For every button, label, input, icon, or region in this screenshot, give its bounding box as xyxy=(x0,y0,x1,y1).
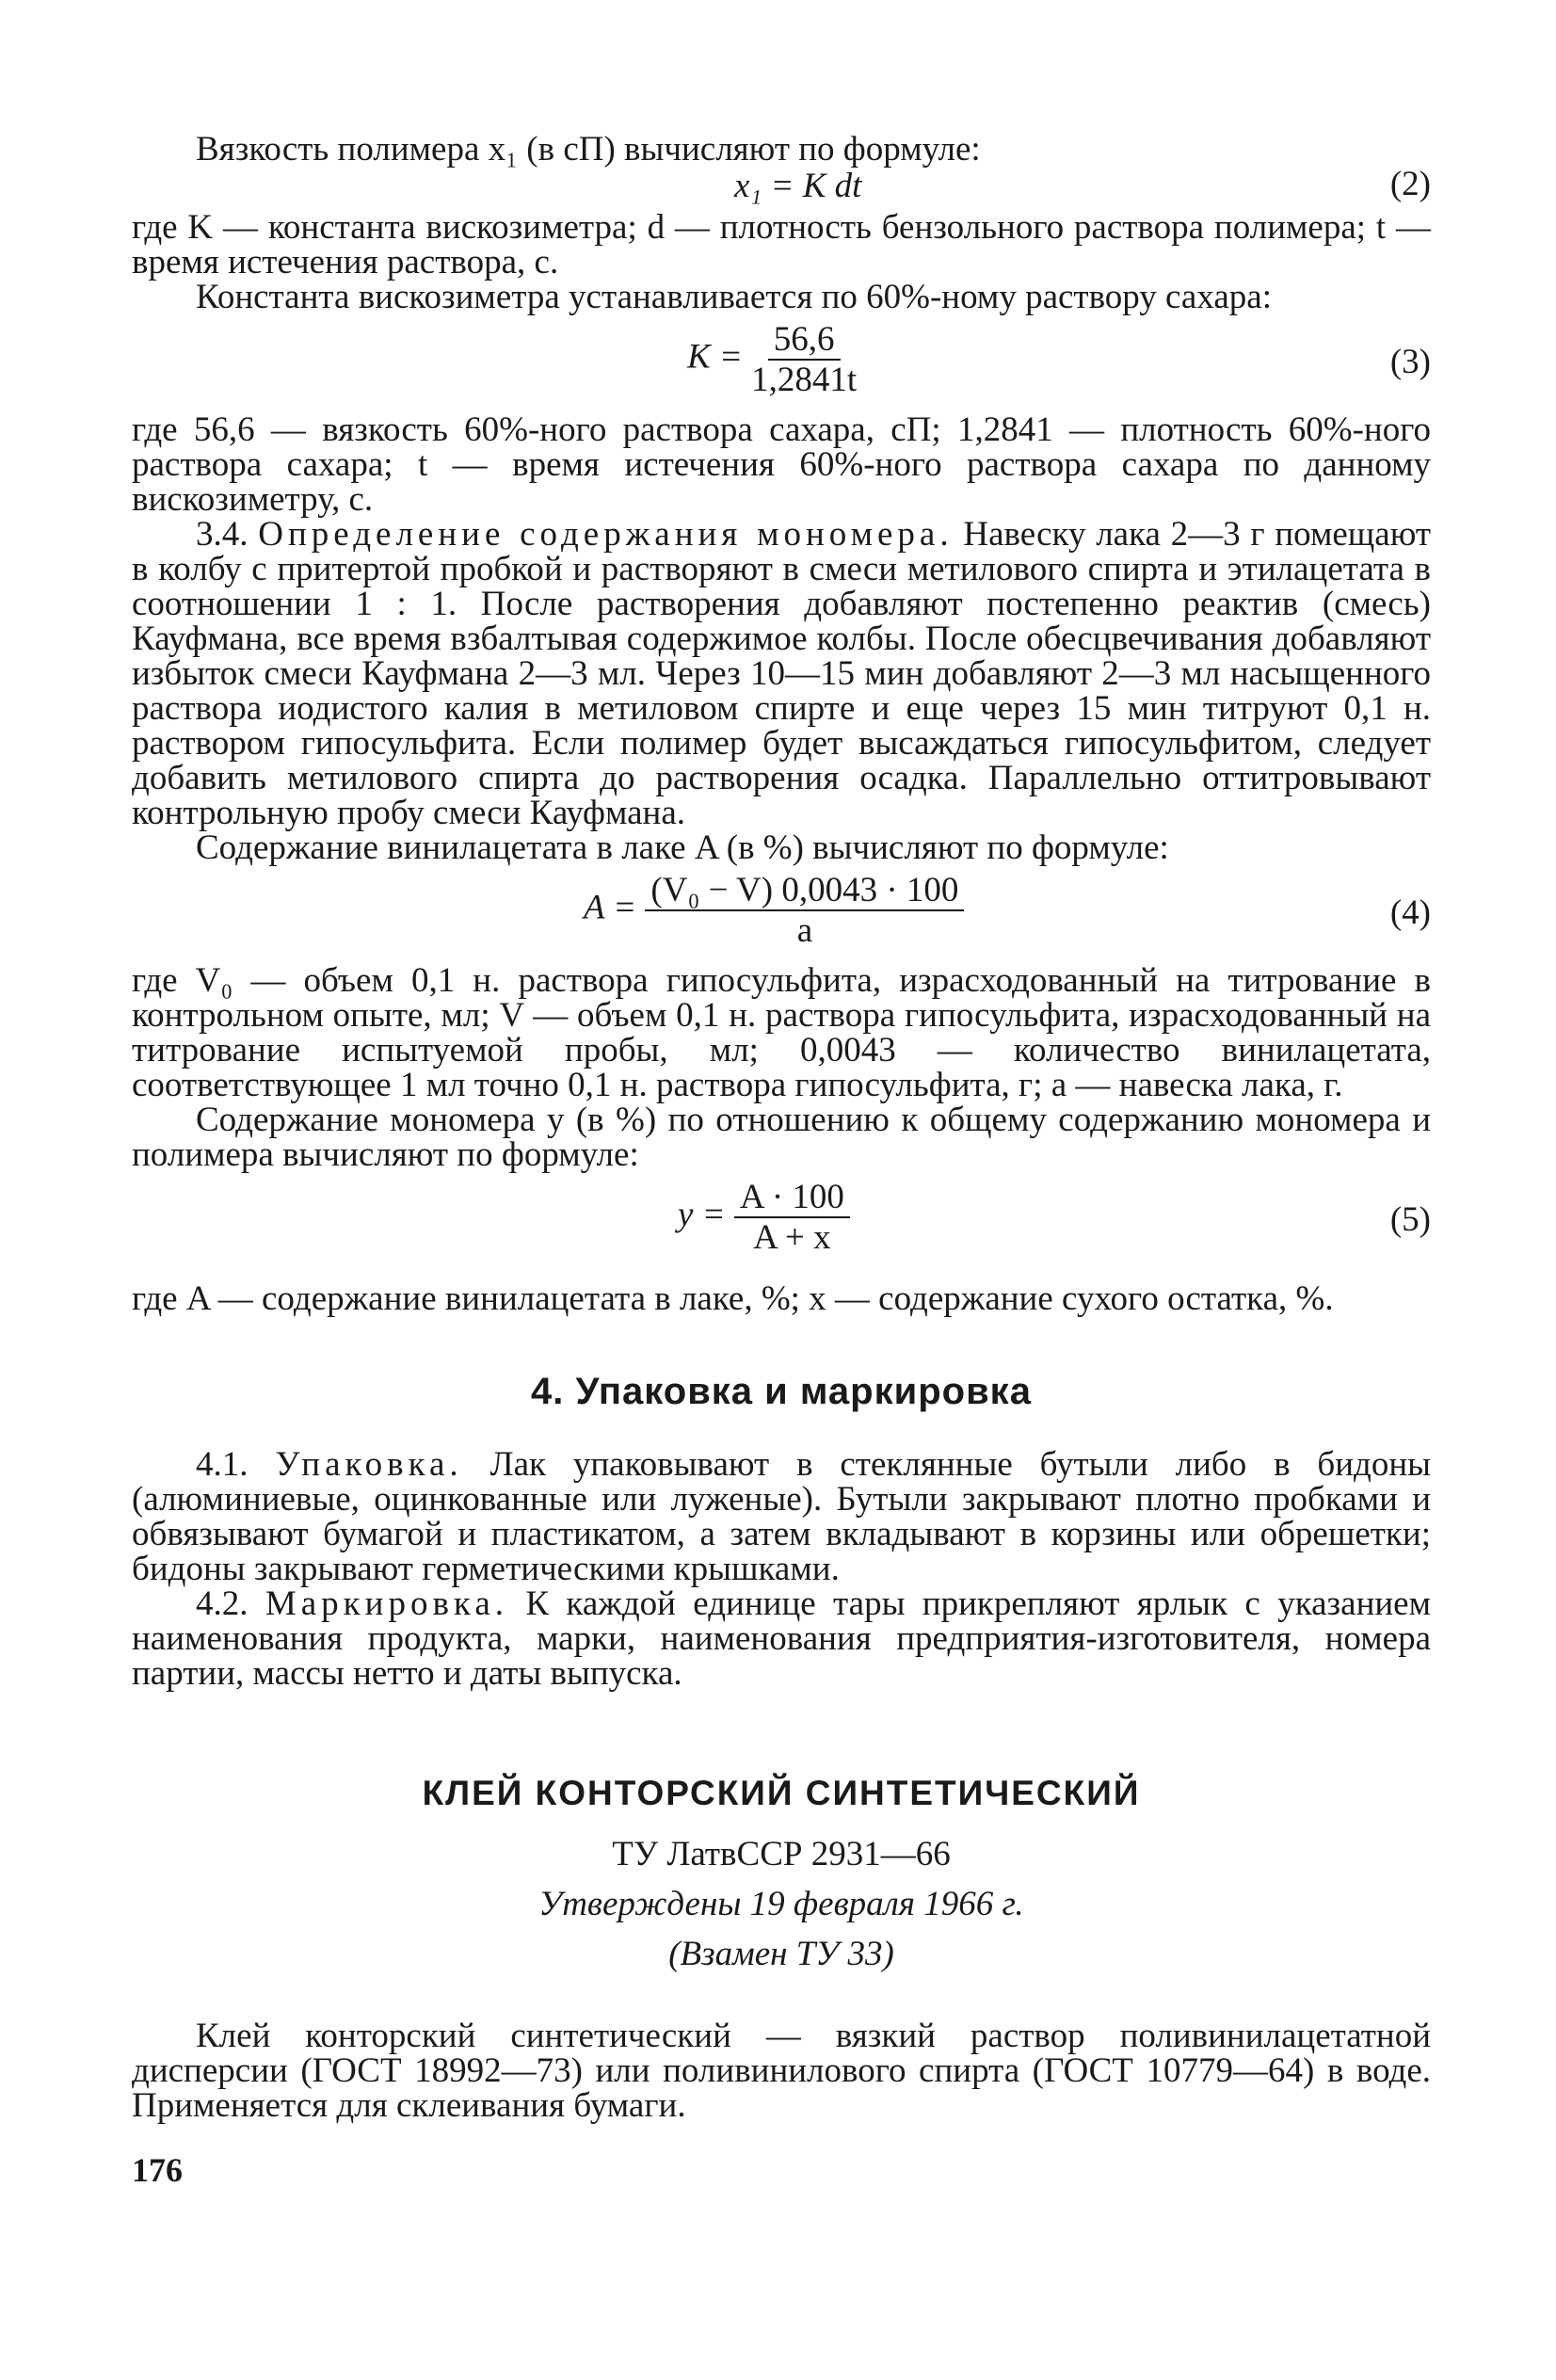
formula-4-numerator: (V₀ − V) 0,0043 · 100 xyxy=(645,873,964,911)
section-4-2-text: К каждой единице тары прикрепляют ярлык с указанием наименования продукта, марки, наименования предприятия-изготовителя, номера партии, массы нетто и даты выпуска. xyxy=(132,1584,1432,1693)
section-4-1 xyxy=(132,1447,1431,1586)
product-description: Клей конторский синтетический — вязкий раствор поливинилацетатной дисперсии (ГОСТ 18992—73) или поливинилового спирта (ГОСТ 10779—64) в воде. Применяется для склеивания бумаги. xyxy=(132,2017,1431,2125)
section-4-2-number: 4.2. xyxy=(196,1584,249,1623)
page-number: 176 xyxy=(132,2151,183,2189)
section-3-4-text: Навеску лака 2—3 г помещают в колбу с притертой пробкой и растворяют в смеси метилового спирта и этилацетата в соотношении 1 : 1. После растворения добавляют постепенно реактив (смесь) Кауфмана, все время взбалтывая содержимое колбы. После обесцвечивания добавляют избыток смеси Кауфмана 2—3 мл. Через 10—15 мин добавляют 2—3 мл насыщенного раствора иодистого калия в метиловом спирте и еще через 15 мин титруют 0,1 н. раствором гипосульфита. Если полимер будет высаждаться гипосульфитом, следует добавить метилового спирта до растворения осадка. Параллельно оттитровывают контрольную пробу смеси Кауфмана. xyxy=(132,515,1432,832)
formula-3-denominator: 1,2841t xyxy=(751,361,858,399)
spec-number: ТУ ЛатвССР 2931—66 xyxy=(612,1835,951,1873)
formula-3-numerator: 56,6 xyxy=(768,322,841,361)
formula-5-numerator: A · 100 xyxy=(734,1180,850,1218)
section-4-1-heading: Упаковка. xyxy=(275,1445,463,1484)
replaces-note: (Взамен ТУ 33) xyxy=(668,1935,894,1973)
where-2: где K — константа вискозиметра; d — плотность бензольного раствора полимера; t — время истечения раствора, с. xyxy=(132,208,1431,281)
section-4-2 xyxy=(132,1586,1431,1691)
formula-3-fraction xyxy=(751,322,857,397)
section-4-1-number: 4.1. xyxy=(196,1445,249,1484)
formula-3 xyxy=(132,314,1431,412)
formula-4-fraction xyxy=(645,873,964,948)
page xyxy=(132,132,1431,2188)
formula-5-fraction xyxy=(734,1180,850,1255)
formula-5-number: (5) xyxy=(1389,1200,1431,1239)
vinyl-intro: Содержание винилацетата в лаке A (в %) вычисляют по формуле: xyxy=(196,828,1169,867)
where-5: где A — содержание винилацетата в лаке, %; x — содержание сухого остатка, %. xyxy=(132,1279,1334,1318)
formula-2 xyxy=(132,167,1431,210)
formula-5 xyxy=(132,1172,1431,1270)
section-3-4-number: 3.4. xyxy=(196,515,249,554)
section-4-2-heading: Маркировка. xyxy=(265,1584,509,1623)
formula-5-denominator: A + x xyxy=(753,1218,831,1257)
section-4-1-text: Лак упаковывают в стеклянные бутыли либо в бидоны (алюминиевые, оцинкованные или луженые). Бутыли закрывают плотно пробками и обвязывают бумагой и пластикатом, а затем вкладывают в корзины или обрешетки; бидоны закрывают герметическими крышками. xyxy=(132,1445,1431,1588)
formula-4-number: (4) xyxy=(1389,893,1431,932)
formula-5-lhs: y = xyxy=(678,1195,726,1234)
constant-intro: Константа вискозиметра устанавливается по 60%-ному раствору сахара: xyxy=(196,278,1272,316)
formula-3-lhs: K = xyxy=(687,337,743,377)
monomer-intro: Содержание мономера y (в %) по отношению к общему содержанию мономера и полимера вычисляют по формуле: xyxy=(132,1101,1431,1174)
formula-4-lhs: A = xyxy=(584,888,637,927)
where-3: где 56,6 — вязкость 60%-ного раствора сахара, сП; 1,2841 — плотность 60%-ного раствора сахара; t — время истечения 60%-ного раствора сахара по данному вискозиметру, с. xyxy=(132,410,1431,519)
formula-3-number: (3) xyxy=(1389,343,1431,381)
formula-4 xyxy=(132,865,1431,963)
viscosity-intro: Вязкость полимера x₁ (в сП) вычисляют по формуле: xyxy=(196,130,981,169)
approved-date: Утверждены 19 февраля 1966 г. xyxy=(538,1885,1024,1923)
formula-4-denominator: a xyxy=(796,911,813,950)
product-title: КЛЕЙ КОНТОРСКИЙ СИНТЕТИЧЕСКИЙ xyxy=(422,1774,1141,1812)
section-4-title: 4. Упаковка и маркировка xyxy=(531,1371,1032,1412)
formula-2-number: (2) xyxy=(1389,165,1431,203)
where-4: где V₀ — объем 0,1 н. раствора гипосульфита, израсходованный на титрование в контрольном опыте, мл; V — объем 0,1 н. раствора гипосульфита, израсходованный на титрование испытуемой пробы, мл; 0,0043 — количество винилацетата, соответствующее 1 мл точно 0,1 н. раствора гипосульфита, г; a — навеска лака, г. xyxy=(132,961,1431,1104)
section-3-4 xyxy=(132,517,1431,830)
formula-2-expression: x₁ = K dt xyxy=(734,167,862,205)
section-3-4-heading: Определение содержания мономера. xyxy=(258,515,954,554)
